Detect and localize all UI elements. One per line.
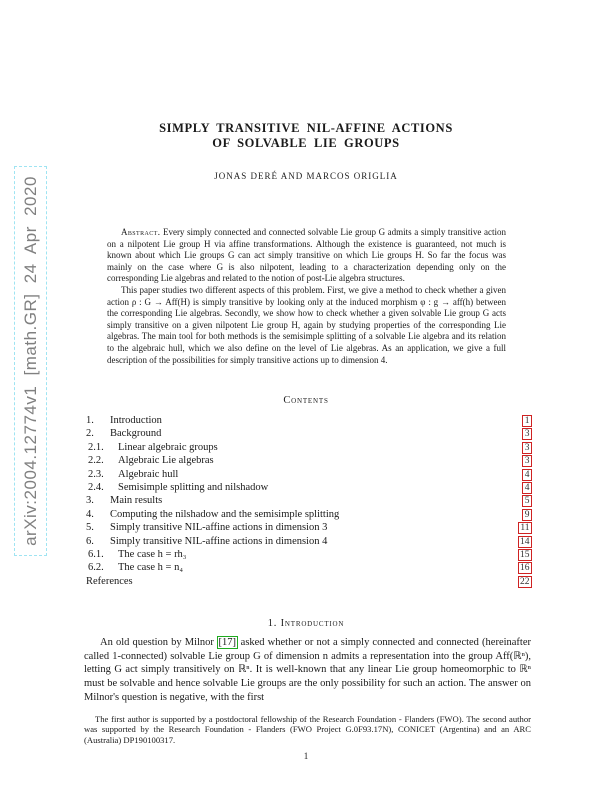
toc-item-case-n4 (86, 561, 532, 574)
toc-page-link[interactable]: 3 (522, 442, 532, 454)
toc-page-link[interactable]: 14 (518, 536, 533, 548)
toc-page-link[interactable]: 3 (522, 455, 532, 467)
abstract-text-1: Every simply connected and connected solvable Lie group G admits a simply transitive action on a nilpotent Lie group H via affine transformations. Although the existence is guaranteed, not much is known about which Lie groups G can act simply transitive on which Lie groups H. So far the focus was mainly on the case where G is also nilpotent, leading to a characterization depending only on the corresponding Lie algebras and related to the notion of post-Lie algebra structures. (107, 227, 506, 284)
abstract-block (107, 227, 506, 366)
toc-item-label: References (86, 575, 133, 587)
toc-item-main-results (86, 494, 532, 507)
intro-text-after-cite: asked whether or not a simply connected and connected (hereinafter called 1-connected) solvable Lie group G of dimension n admits a representation into the group Aff(ℝⁿ), letting G act simply transitively on ℝⁿ. It is well-known that any linear Lie group homeomorphic to ℝⁿ must be solvable and hence solvable Lie groups are the only possibility for such an action. The answer on Milnor's question is negative, with the first (84, 637, 531, 703)
toc-item-case-rh3 (86, 548, 532, 561)
toc-item-number: 2.2. (88, 455, 104, 467)
toc-item-introduction (86, 414, 532, 427)
toc-page-link[interactable]: 9 (522, 509, 532, 521)
page-number: 1 (303, 751, 309, 761)
toc-item-label: Main results (110, 495, 163, 507)
paper-authors: JONAS DERÉ AND MARCOS ORIGLIA (214, 171, 398, 181)
toc-page-link[interactable]: 1 (522, 415, 532, 427)
toc-item-label: Computing the nilshadow and the semisimple splitting (110, 508, 340, 520)
citation-link-17[interactable]: [17] (218, 637, 237, 648)
toc-item-number: 2.1. (88, 441, 104, 453)
section-1-heading: 1. Introduction (267, 618, 345, 629)
toc-item-number: 3. (86, 495, 94, 507)
paper-title-line2: OF SOLVABLE LIE GROUPS (212, 135, 400, 150)
paper-title (0, 121, 612, 150)
toc-item-number: 2. (86, 428, 94, 440)
toc-page-link[interactable]: 5 (522, 495, 532, 507)
toc-item-number: 1. (86, 415, 94, 426)
toc-page-link[interactable]: 22 (518, 576, 533, 588)
toc-item-number: 6. (86, 535, 94, 547)
toc-page-link[interactable]: 3 (522, 428, 532, 440)
toc-item-number: 2.4. (88, 482, 104, 494)
toc-item-label: Algebraic hull (118, 468, 179, 480)
toc-item-label: Linear algebraic groups (118, 441, 218, 453)
toc-item-label: Semisimple splitting and nilshadow (118, 482, 269, 494)
table-of-contents (86, 414, 532, 588)
toc-item-computing-nilshadow (86, 508, 532, 521)
funding-footnote (84, 714, 531, 745)
toc-page-link[interactable]: 4 (522, 482, 532, 494)
contents-heading: Contents (283, 395, 329, 406)
arxiv-watermark-text: arXiv:2004.12774v1 [math.GR] 24 Apr 2020 (20, 176, 40, 546)
toc-item-references (86, 575, 532, 588)
introduction-paragraph (84, 636, 531, 705)
toc-item-label: Simply transitive NIL-affine actions in dimension 4 (110, 535, 328, 547)
toc-item-linear-algebraic-groups (86, 441, 532, 454)
toc-page-link[interactable]: 15 (518, 549, 533, 561)
arxiv-watermark (14, 166, 47, 556)
toc-page-link[interactable]: 11 (518, 522, 532, 534)
toc-item-number: 4. (86, 508, 94, 520)
funding-footnote-text: The first author is supported by a postdoctoral fellowship of the Research Foundation - Flanders (FWO). The second author was supported by the Research Foundation - Flanders (FWO Project G.0F93.17N), CONICET (Argentina) and an ARC (Australia) DP190100317. (84, 714, 531, 745)
paper-title-line1: SIMPLY TRANSITIVE NIL-AFFINE ACTIONS (159, 121, 453, 135)
toc-page-link[interactable]: 16 (518, 562, 533, 574)
toc-item-dimension-3 (86, 521, 532, 534)
toc-item-label: The case h = n₄ (118, 562, 183, 574)
abstract-paragraph-1 (107, 227, 506, 285)
toc-item-number: 6.2. (88, 562, 104, 574)
toc-item-number: 6.1. (88, 549, 104, 561)
abstract-paragraph-2: This paper studies two different aspects of this problem. First, we give a method to check whether a given action ρ : G → Aff(H) is simply transitive by looking only at the induced morphism φ : g → aff(h) between the corresponding Lie algebras. Secondly, we show how to check whether a given solvable Lie group G acts simply transitive on a given nilpotent Lie group H, again by studying properties of the corresponding Lie algebras. The main tool for both methods is the semisimple splitting of a solvable Lie algebra and its relation to the algebraic hull, which we also define on the level of Lie algebras. As an application, we give a full description of the possibilities for simply transitive actions up to dimension 4. (107, 284, 506, 365)
toc-item-semisimple-splitting (86, 481, 532, 494)
abstract-label: Abstract. (121, 227, 161, 237)
toc-item-background (86, 427, 532, 440)
introduction-text (84, 636, 531, 705)
toc-item-algebraic-lie-algebras (86, 454, 532, 467)
toc-item-label: The case h = rh₃ (118, 549, 187, 561)
toc-item-number: 2.3. (88, 468, 104, 480)
toc-item-label: Introduction (110, 415, 162, 426)
toc-item-label: Background (110, 428, 162, 440)
toc-item-number: 5. (86, 522, 94, 534)
toc-item-dimension-4 (86, 535, 532, 548)
intro-text-before-cite: An old question by Milnor (100, 637, 218, 648)
toc-item-label: Simply transitive NIL-affine actions in dimension 3 (110, 522, 328, 534)
toc-page-link[interactable]: 4 (522, 469, 532, 481)
toc-item-label: Algebraic Lie algebras (118, 455, 214, 467)
toc-item-algebraic-hull (86, 468, 532, 481)
